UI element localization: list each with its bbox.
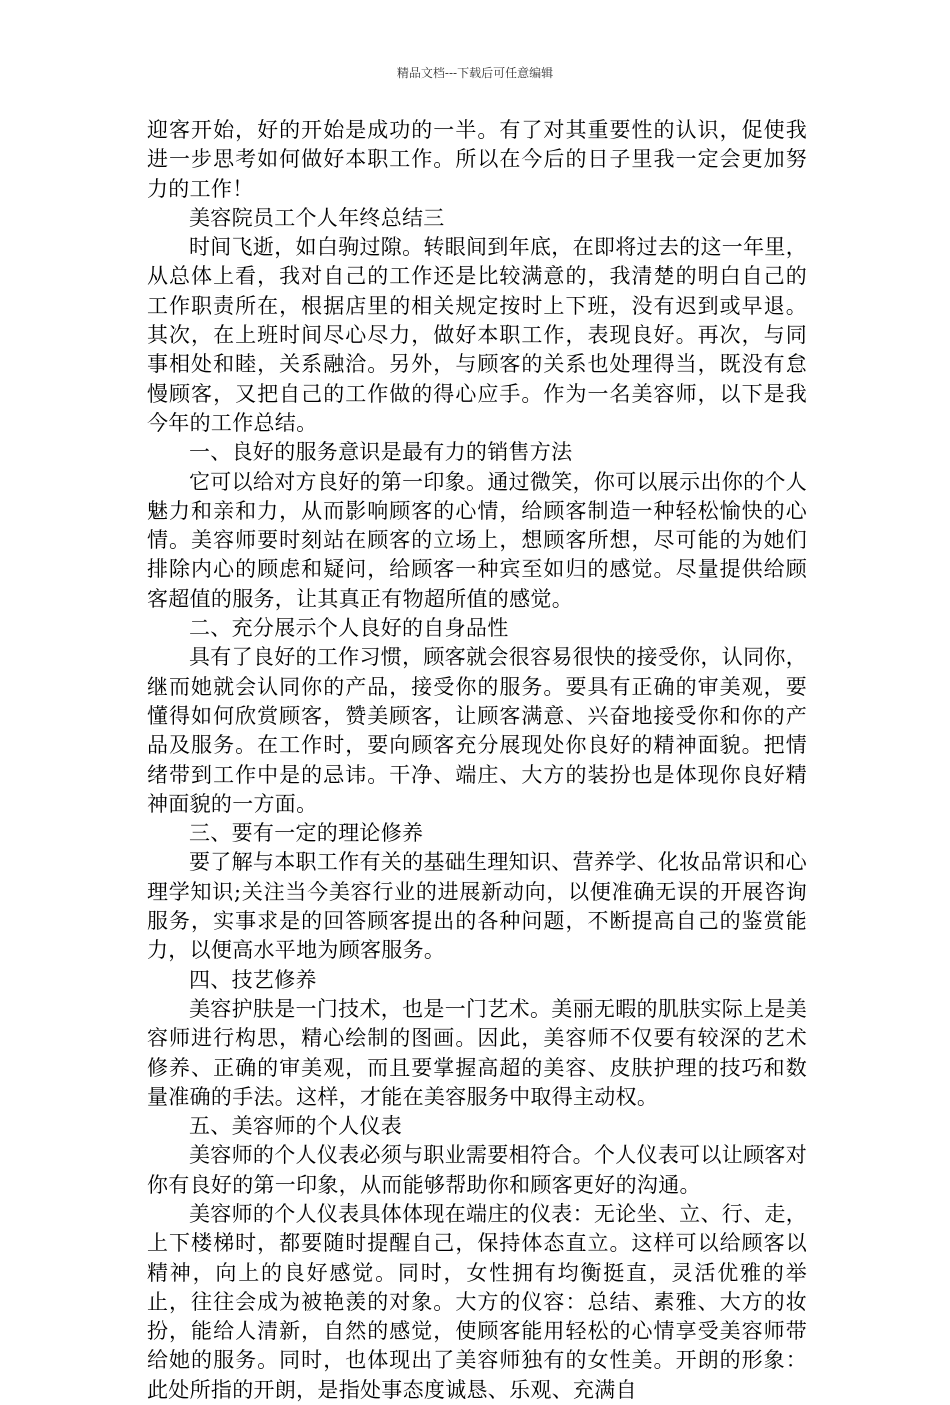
page-header: 精品文档---下载后可任意编辑 [396, 66, 554, 80]
paragraph: 美容师的个人仪表必须与职业需要相符合。个人仪表可以让顾客对你有良好的第一印象，从而能够帮助你和顾客更好的沟通。 [147, 1143, 807, 1197]
section-heading: 一、良好的服务意识是最有力的销售方法 [189, 440, 573, 465]
paragraph: 时间飞逝，如白驹过隙。转眼间到年底，在即将过去的这一年里，从总体上看，我对自己的工作还是比较满意的，我清楚的明白自己的工作职责所在，根据店里的相关规定按时上下班，没有迟到或早退。其次，在上班时间尽心尽力，做好本职工作，表现良好。再次，与同事相处和睦，关系融洽。另外，与顾客的关系也处理得当，既没有怠慢顾客，又把自己的工作做的得心应手。作为一名美容师，以下是我今年的工作总结。 [147, 235, 807, 435]
document-body [147, 116, 807, 1405]
paragraph: 它可以给对方良好的第一印象。通过微笑，你可以展示出你的个人魅力和亲和力，从而影响顾客的心情，给顾客制造一种轻松愉快的心情。美容师要时刻站在顾客的立场上，想顾客所想，尽可能的为她们排除内心的顾虑和疑问，给顾客一种宾至如归的感觉。尽量提供给顾客超值的服务，让其真正有物超所值的感觉。 [147, 469, 807, 611]
paragraph: 具有了良好的工作习惯，顾客就会很容易很快的接受你，认同你，继而她就会认同你的产品，接受你的服务。要具有正确的审美观，要懂得如何欣赏顾客，赞美顾客，让顾客满意、兴奋地接受你和你的产品及服务。在工作时，要向顾客充分展现处你良好的精神面貌。把情绪带到工作中是的忌讳。干净、端庄、大方的装扮也是体现你良好精神面貌的一方面。 [147, 645, 807, 816]
section-heading: 三、要有一定的理论修养 [189, 821, 424, 846]
section-heading: 四、技艺修养 [189, 967, 317, 992]
paragraph: 要了解与本职工作有关的基础生理知识、营养学、化妆品常识和心理学知识;关注当今美容行业的进展新动向，以便准确无误的开展咨询服务，实事求是的回答顾客提出的各种问题，不断提高自己的鉴赏能力，以便高水平地为顾客服务。 [147, 850, 807, 963]
paragraph: 美容护肤是一门技术，也是一门艺术。美丽无暇的肌肤实际上是美容师进行构思，精心绘制的图画。因此，美容师不仅要有较深的艺术修养、正确的审美观，而且要掌握高超的美容、皮肤护理的技巧和数量准确的手法。这样，才能在美容服务中取得主动权。 [147, 996, 807, 1109]
section-heading: 二、充分展示个人良好的自身品性 [189, 616, 509, 641]
paragraph-continuation: 迎客开始，好的开始是成功的一半。有了对其重要性的认识，促使我进一步思考如何做好本职工作。所以在今后的日子里我一定会更加努力的工作！ [147, 118, 807, 201]
section-heading: 五、美容师的个人仪表 [189, 1114, 402, 1139]
section-title: 美容院员工个人年终总结三 [189, 205, 445, 230]
paragraph: 美容师的个人仪表具体体现在端庄的仪表：无论坐、立、行、走，上下楼梯时，都要随时提醒自己，保持体态直立。这样可以给顾客以精神，向上的良好感觉。同时，女性拥有均衡挺直，灵活优雅的举止，往往会成为被艳羡的对象。大方的仪容：总结、素雅、大方的妆扮，能给人清新，自然的感觉，使顾客能用轻松的心情享受美容师带给她的服务。同时，也体现出了美容师独有的女性美。开朗的形象：此处所指的开朗，是指处事态度诚恳、乐观、充满自 [147, 1201, 807, 1402]
